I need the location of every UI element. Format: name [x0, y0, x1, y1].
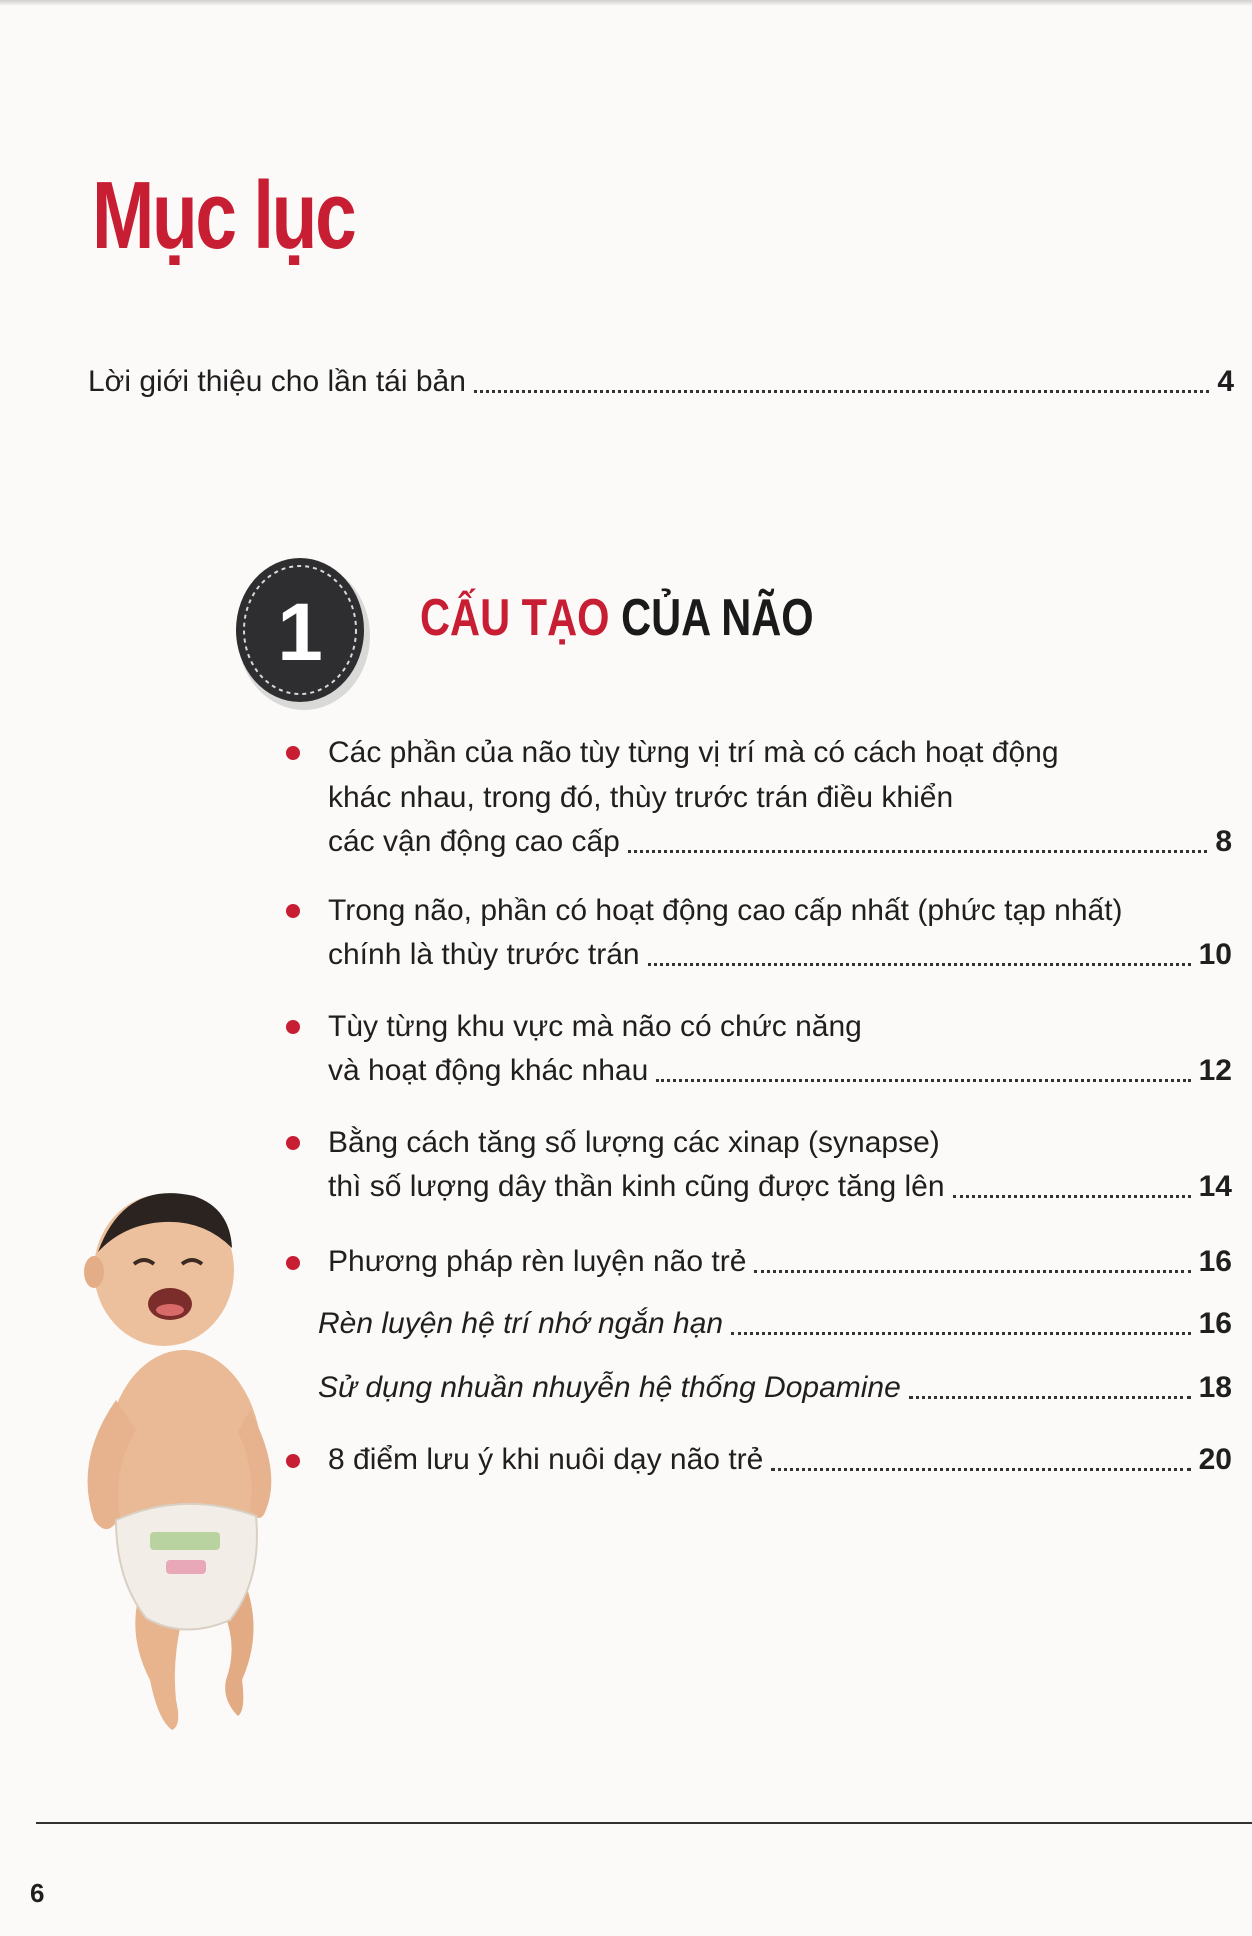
dot-leader [628, 850, 1207, 853]
toc-entry-line: Trong não, phần có hoạt động cao cấp nhất (phức tạp nhất) [328, 894, 1123, 927]
toc-entry-last-line [290, 933, 1232, 977]
bullet-icon [286, 1020, 300, 1034]
dot-leader [953, 1195, 1191, 1198]
dot-leader [648, 963, 1191, 966]
toc-entry-text: các vận động cao cấp [328, 825, 620, 858]
toc-entry-text: 8 điểm lưu ý khi nuôi dạy não trẻ [328, 1443, 764, 1476]
toc-page-number: 18 [1198, 1371, 1232, 1404]
page-title: Mục lục [92, 162, 355, 269]
toc-subentry-text: Rèn luyện hệ trí nhớ ngắn hạn [318, 1307, 724, 1340]
toc-entry-last-line [290, 1438, 1232, 1482]
toc-entry-text: thì số lượng dây thần kinh cũng được tăng lên [328, 1170, 945, 1203]
footer-rule [36, 1822, 1252, 1824]
toc-subentry-text: Sử dụng nhuần nhuyễn hệ thống Dopamine [318, 1371, 901, 1404]
toc-entry-text: và hoạt động khác nhau [328, 1054, 649, 1087]
toc-page-number: 16 [1198, 1245, 1232, 1278]
bullet-icon [286, 1136, 300, 1150]
baby-photo [54, 1160, 294, 1740]
toc-page-number: 12 [1198, 1054, 1232, 1087]
toc-entry[interactable] [290, 888, 1232, 977]
chapter-number: 1 [277, 587, 323, 678]
chapter-title-red: CẤU TẠO [420, 589, 610, 647]
toc-entry-text: Phương pháp rèn luyện não trẻ [328, 1245, 747, 1278]
toc-page-number: 10 [1198, 938, 1232, 971]
toc-entry-last-line [290, 1049, 1232, 1093]
dot-leader [731, 1332, 1191, 1335]
page-number: 6 [30, 1878, 45, 1908]
bullet-icon [286, 904, 300, 918]
dot-leader [474, 390, 1209, 393]
dot-leader [909, 1396, 1191, 1399]
toc-entry-line: Tùy từng khu vực mà não có chức năng [328, 1010, 862, 1043]
toc-page-number: 8 [1215, 825, 1232, 858]
dot-leader [656, 1079, 1190, 1082]
toc-page-number: 20 [1198, 1443, 1232, 1476]
toc-subentry[interactable] [318, 1302, 1232, 1346]
toc-subentry[interactable] [318, 1366, 1232, 1410]
toc-entry-line: Bằng cách tăng số lượng các xinap (synapse) [328, 1126, 940, 1159]
bullet-icon [286, 746, 300, 760]
toc-entry[interactable] [290, 1438, 1232, 1482]
page-top-edge [0, 0, 1252, 6]
toc-page-number: 4 [1217, 365, 1234, 398]
toc-entry[interactable] [290, 1240, 1232, 1284]
toc-entry-text: Lời giới thiệu cho lần tái bản [88, 365, 466, 398]
toc-entry-last-line [290, 820, 1232, 864]
toc-page-number: 14 [1198, 1170, 1232, 1203]
toc-entry-line: Các phần của não tùy từng vị trí mà có cách hoạt động [328, 736, 1059, 769]
chapter-title [420, 589, 814, 647]
toc-entry-last-line [290, 1165, 1232, 1209]
toc-entry-last-line [290, 1240, 1232, 1284]
dot-leader [754, 1270, 1190, 1273]
toc-entry[interactable] [290, 730, 1232, 864]
toc-page-number: 16 [1198, 1307, 1232, 1340]
chapter-title-black: CỦA NÃO [621, 589, 814, 647]
dot-leader [771, 1468, 1190, 1471]
toc-entry[interactable] [290, 1120, 1232, 1209]
toc-entry[interactable] [290, 1004, 1232, 1093]
toc-entry-text: chính là thùy trước trán [328, 938, 640, 971]
chapter-number-badge [232, 552, 372, 712]
toc-entry-line: khác nhau, trong đó, thùy trước trán điều khiển [328, 781, 954, 814]
toc-entry-intro[interactable] [88, 360, 1234, 404]
